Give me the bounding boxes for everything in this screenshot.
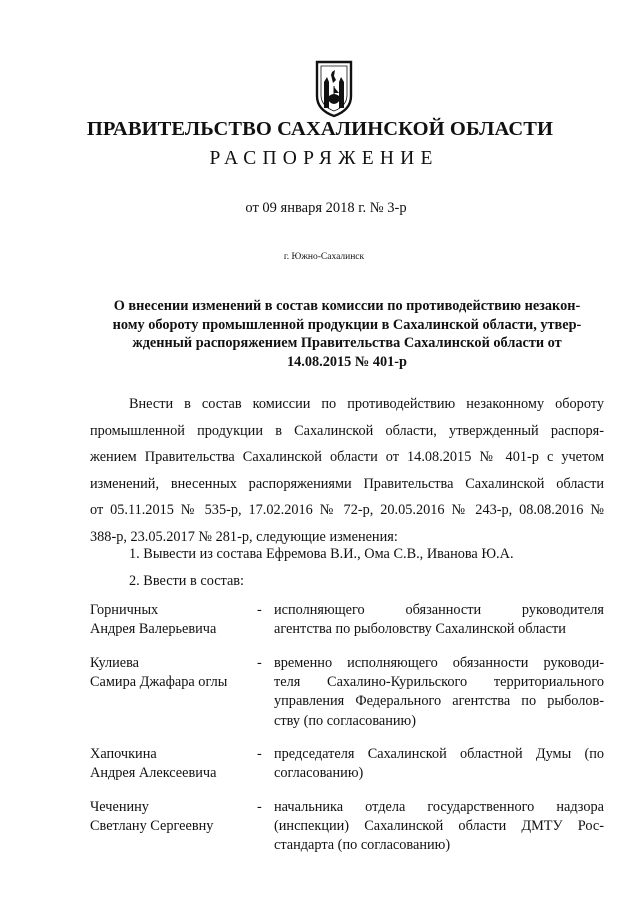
- member-dash: -: [257, 602, 262, 618]
- organization-title: ПРАВИТЕЛЬСТВО САХАЛИНСКОЙ ОБЛАСТИ: [86, 118, 554, 140]
- document-subject: [90, 297, 604, 371]
- member-role: [274, 798, 604, 856]
- document-type-heading: РАСПОРЯЖЕНИЕ: [209, 148, 439, 169]
- role-line: начальника отдела государственного надзора: [274, 799, 604, 815]
- role-line: управления Федерального агентства по рыболов-: [274, 693, 604, 710]
- subject-line: О внесении изменений в состав комиссии по противодействию незакон-: [113, 298, 581, 314]
- subject-line: ному обороту промышленной продукции в Сахалинской области, утвер-: [112, 316, 582, 333]
- role-line: (инспекции) Сахалинской области ДМТУ Рос-: [274, 818, 604, 835]
- body-line: от 05.11.2015 № 535-р, 17.02.2016 № 72-р, 20.05.2016 № 243-р, 08.08.2016 №: [90, 502, 604, 519]
- member-dash: -: [257, 655, 262, 671]
- subject-line: 14.08.2015 № 401-р: [286, 353, 407, 370]
- member-name: [90, 654, 227, 692]
- document-city: г. Южно-Сахалинск: [283, 252, 365, 262]
- member-dash: -: [257, 746, 262, 762]
- role-line: временно исполняющего обязанности руководи-: [274, 655, 604, 671]
- body-line: изменений, внесенных распоряжениями Правительства Сахалинской области: [90, 475, 604, 492]
- role-line: агентства по рыболовству Сахалинской области: [274, 621, 566, 638]
- member-dash: -: [257, 799, 262, 815]
- document-date-number: от 09 января 2018 г. № 3-р: [245, 200, 407, 216]
- member-given-names: Андрея Алексеевича: [90, 765, 217, 782]
- list-item-remove-members: 1. Вывести из состава Ефремова В.И., Ома С.В., Иванова Ю.А.: [129, 546, 514, 562]
- document-body-paragraph: [90, 391, 604, 551]
- role-line: исполняющего обязанности руководителя: [274, 602, 604, 618]
- role-line: председателя Сахалинской областной Думы (по: [274, 746, 604, 762]
- body-line: промышленной продукции в Сахалинской области, утвержденный распоря-: [90, 422, 604, 439]
- member-name: [90, 601, 216, 639]
- member-surname: Чеченину: [90, 799, 149, 815]
- member-surname: Кулиева: [90, 655, 140, 671]
- role-line: ству (по согласованию): [274, 712, 416, 729]
- member-given-names: Самира Джафара оглы: [90, 674, 228, 691]
- role-line: согласованию): [274, 765, 364, 782]
- subject-line: жденный распоряжением Правительства Сахалинской области от: [132, 335, 562, 351]
- role-line: теля Сахалино-Курильского территориального: [274, 674, 604, 691]
- member-given-names: Светлану Сергеевну: [90, 818, 214, 835]
- body-line: жением Правительства Сахалинской области от 14.08.2015 № 401-р с учетом: [90, 449, 604, 466]
- member-name: [90, 798, 213, 836]
- member-surname: Хапочкина: [90, 746, 157, 762]
- member-role: [274, 654, 604, 731]
- sakhalin-coat-of-arms-icon: [314, 60, 354, 118]
- member-name: [90, 745, 216, 783]
- member-role: [274, 601, 604, 639]
- body-line: Внести в состав комиссии по противодействию незаконному обороту: [129, 396, 604, 412]
- role-line: стандарта (по согласованию): [274, 837, 451, 854]
- member-role: [274, 745, 604, 783]
- list-item-add-members: 2. Ввести в состав:: [129, 573, 245, 589]
- body-line: 388-р, 23.05.2017 № 281-р, следующие изменения:: [90, 528, 398, 545]
- member-surname: Горничных: [90, 602, 159, 618]
- member-given-names: Андрея Валерьевича: [90, 621, 217, 638]
